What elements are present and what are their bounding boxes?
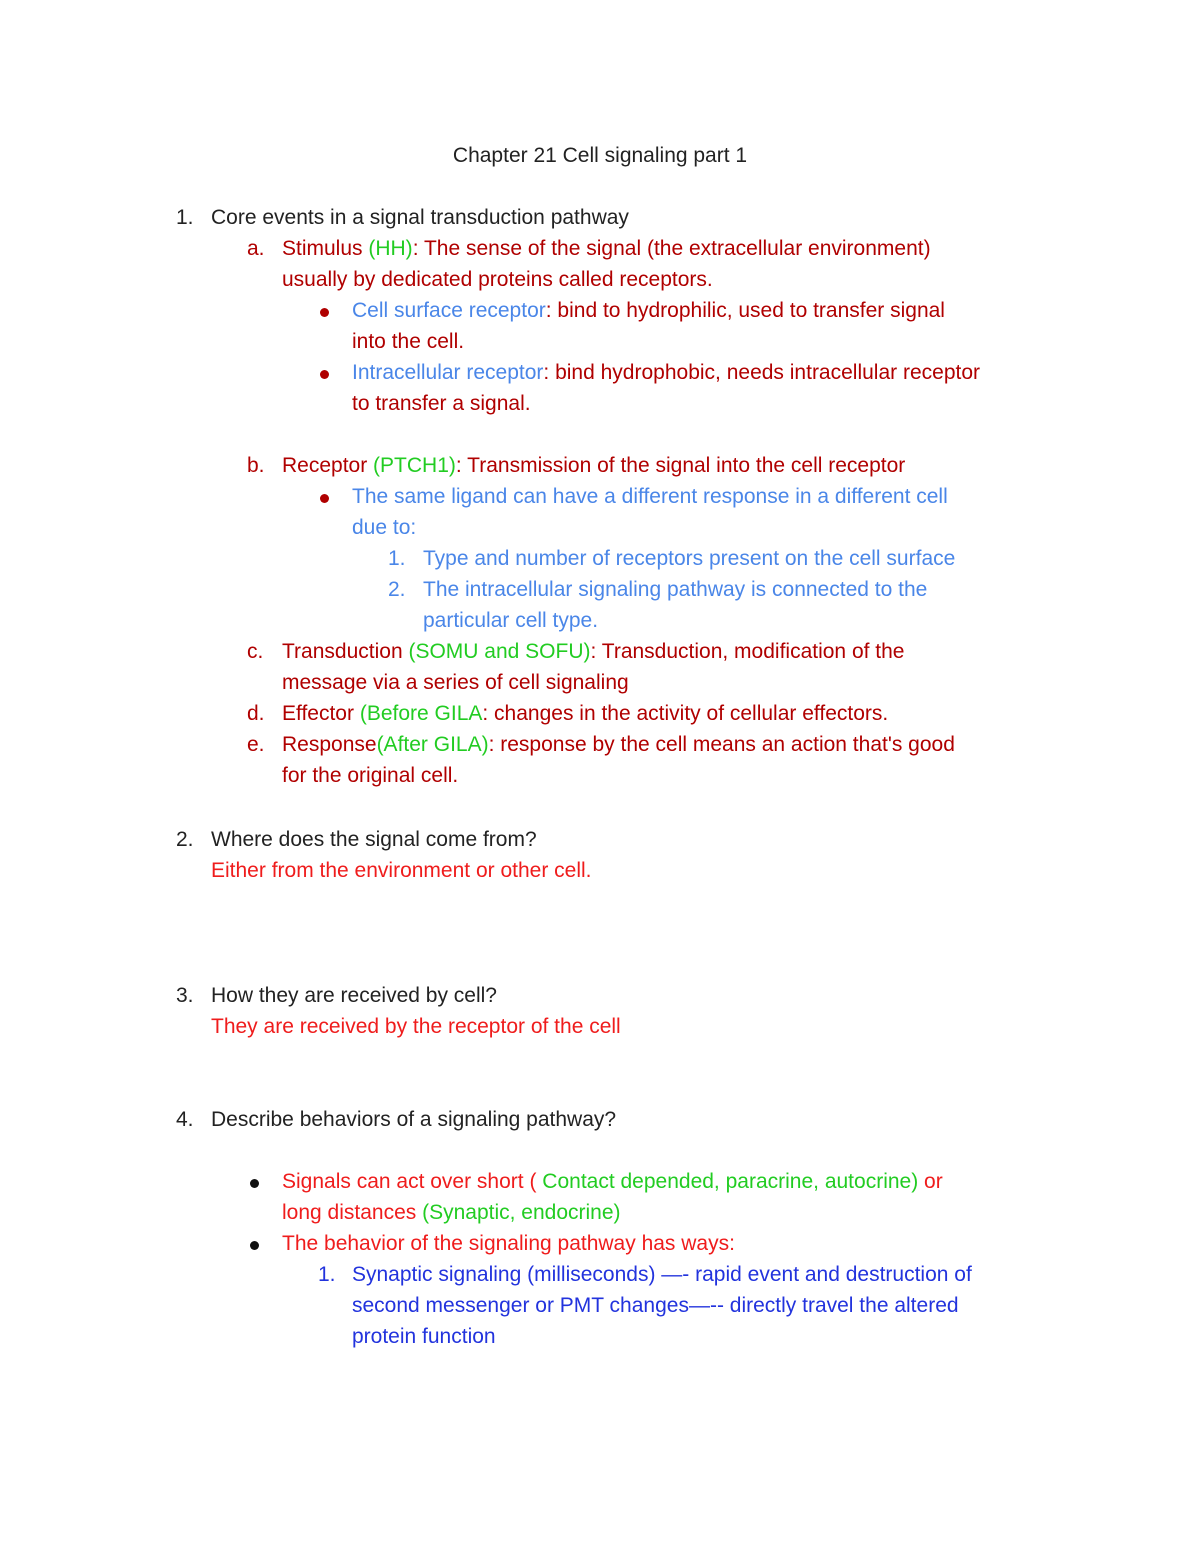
- q1b-line: [282, 452, 905, 480]
- q1c-head: Transduction: [282, 640, 409, 663]
- q1e-tag: (After GILA): [376, 733, 489, 756]
- q1-heading: Core events in a signal transduction pathway: [211, 206, 629, 229]
- q1b-bullet-1: The same ligand can have a different response in a different cell: [352, 485, 948, 508]
- q1b-sub-2-cont: particular cell type.: [423, 609, 599, 632]
- q1d-marker: d.: [247, 702, 265, 725]
- q1a-head: Stimulus: [282, 237, 369, 260]
- q1a-bullet-2-cont: to transfer a signal.: [352, 392, 531, 415]
- q1b-sub-1-number: 1.: [388, 547, 406, 570]
- long-distance-types: (Synaptic, endocrine): [422, 1201, 621, 1224]
- q1c-line-2: message via a series of cell signaling: [282, 671, 629, 694]
- bullet-dot: [250, 1241, 259, 1250]
- bullet-dot: [250, 1179, 259, 1188]
- q1b-sub-2-number: 2.: [388, 578, 406, 601]
- bullet-dot: [320, 370, 329, 379]
- q4-bullet-1-cont: [282, 1199, 621, 1227]
- q1d-head: Effector: [282, 702, 360, 725]
- q1b-head: Receptor: [282, 454, 374, 477]
- q1a-marker: a.: [247, 237, 265, 260]
- q1a-line-2: usually by dedicated proteins called receptors.: [282, 268, 713, 291]
- q1c-tag: (SOMU and SOFU): [408, 640, 591, 663]
- q4-sub-1-line-1: Synaptic signaling (milliseconds) —- rapid event and destruction of: [352, 1263, 972, 1286]
- q1a-text: : The sense of the signal (the extracellular environment): [412, 237, 931, 260]
- q2-answer: Either from the environment or other cell.: [211, 859, 592, 882]
- q1b-text: : Transmission of the signal into the cell receptor: [455, 454, 906, 477]
- q1b-sub-1: Type and number of receptors present on the cell surface: [423, 547, 956, 570]
- short-distance-types: Contact depended, paracrine, autocrine): [542, 1170, 919, 1193]
- q1c-text: : Transduction, modification of the: [590, 640, 905, 663]
- q1d-line: [282, 700, 888, 728]
- cell-surface-receptor-text: : bind to hydrophilic, used to transfer signal: [545, 299, 945, 322]
- q4-bullet-1-post: or: [918, 1170, 943, 1193]
- q1b-sub-2: The intracellular signaling pathway is connected to the: [423, 578, 928, 601]
- q1a-tag: (HH): [368, 237, 413, 260]
- q4-bullet-2: The behavior of the signaling pathway has ways:: [282, 1232, 735, 1255]
- q1d-text: : changes in the activity of cellular effectors.: [482, 702, 889, 725]
- q3-answer: They are received by the receptor of the cell: [211, 1015, 621, 1038]
- q1a-bullet-1-cont: into the cell.: [352, 330, 465, 353]
- q1a-line-1: [282, 235, 931, 263]
- intracellular-receptor-term: Intracellular receptor: [352, 361, 544, 384]
- q4-number: 4.: [176, 1108, 194, 1131]
- bullet-dot: [320, 308, 329, 317]
- q4-sub-1-line-2: second messenger or PMT changes—-- directly travel the altered: [352, 1294, 959, 1317]
- q1c-marker: c.: [247, 640, 264, 663]
- q4-question: Describe behaviors of a signaling pathway?: [211, 1108, 617, 1131]
- q3-number: 3.: [176, 984, 194, 1007]
- q1e-marker: e.: [247, 733, 265, 756]
- intracellular-receptor-text: : bind hydrophobic, needs intracellular receptor: [543, 361, 981, 384]
- q1e-head: Response: [282, 733, 377, 756]
- q1-number: 1.: [176, 206, 194, 229]
- page-title: Chapter 21 Cell signaling part 1: [452, 144, 748, 167]
- q4-sub-1-number: 1.: [318, 1263, 336, 1286]
- q1a-bullet-1: [352, 297, 945, 325]
- q3-question: How they are received by cell?: [211, 984, 497, 1007]
- q4-sub-1-line-3: protein function: [352, 1325, 496, 1348]
- q1e-line-2: for the original cell.: [282, 764, 459, 787]
- q1e-text: : response by the cell means an action that's good: [488, 733, 955, 756]
- q1e-line-1: [282, 731, 955, 759]
- q1b-bullet-1-cont: due to:: [352, 516, 417, 539]
- q1b-tag: (PTCH1): [373, 454, 456, 477]
- q4-bullet-1: [282, 1168, 943, 1196]
- q2-question: Where does the signal come from?: [211, 828, 537, 851]
- q4-bullet-1-pre2: long distances: [282, 1201, 423, 1224]
- q1b-marker: b.: [247, 454, 265, 477]
- q2-number: 2.: [176, 828, 194, 851]
- q1a-bullet-2: [352, 359, 980, 387]
- cell-surface-receptor-term: Cell surface receptor: [352, 299, 546, 322]
- q4-bullet-1-pre: Signals can act over short (: [282, 1170, 543, 1193]
- q1c-line-1: [282, 638, 905, 666]
- q1d-tag: (Before GILA: [359, 702, 483, 725]
- bullet-dot: [320, 494, 329, 503]
